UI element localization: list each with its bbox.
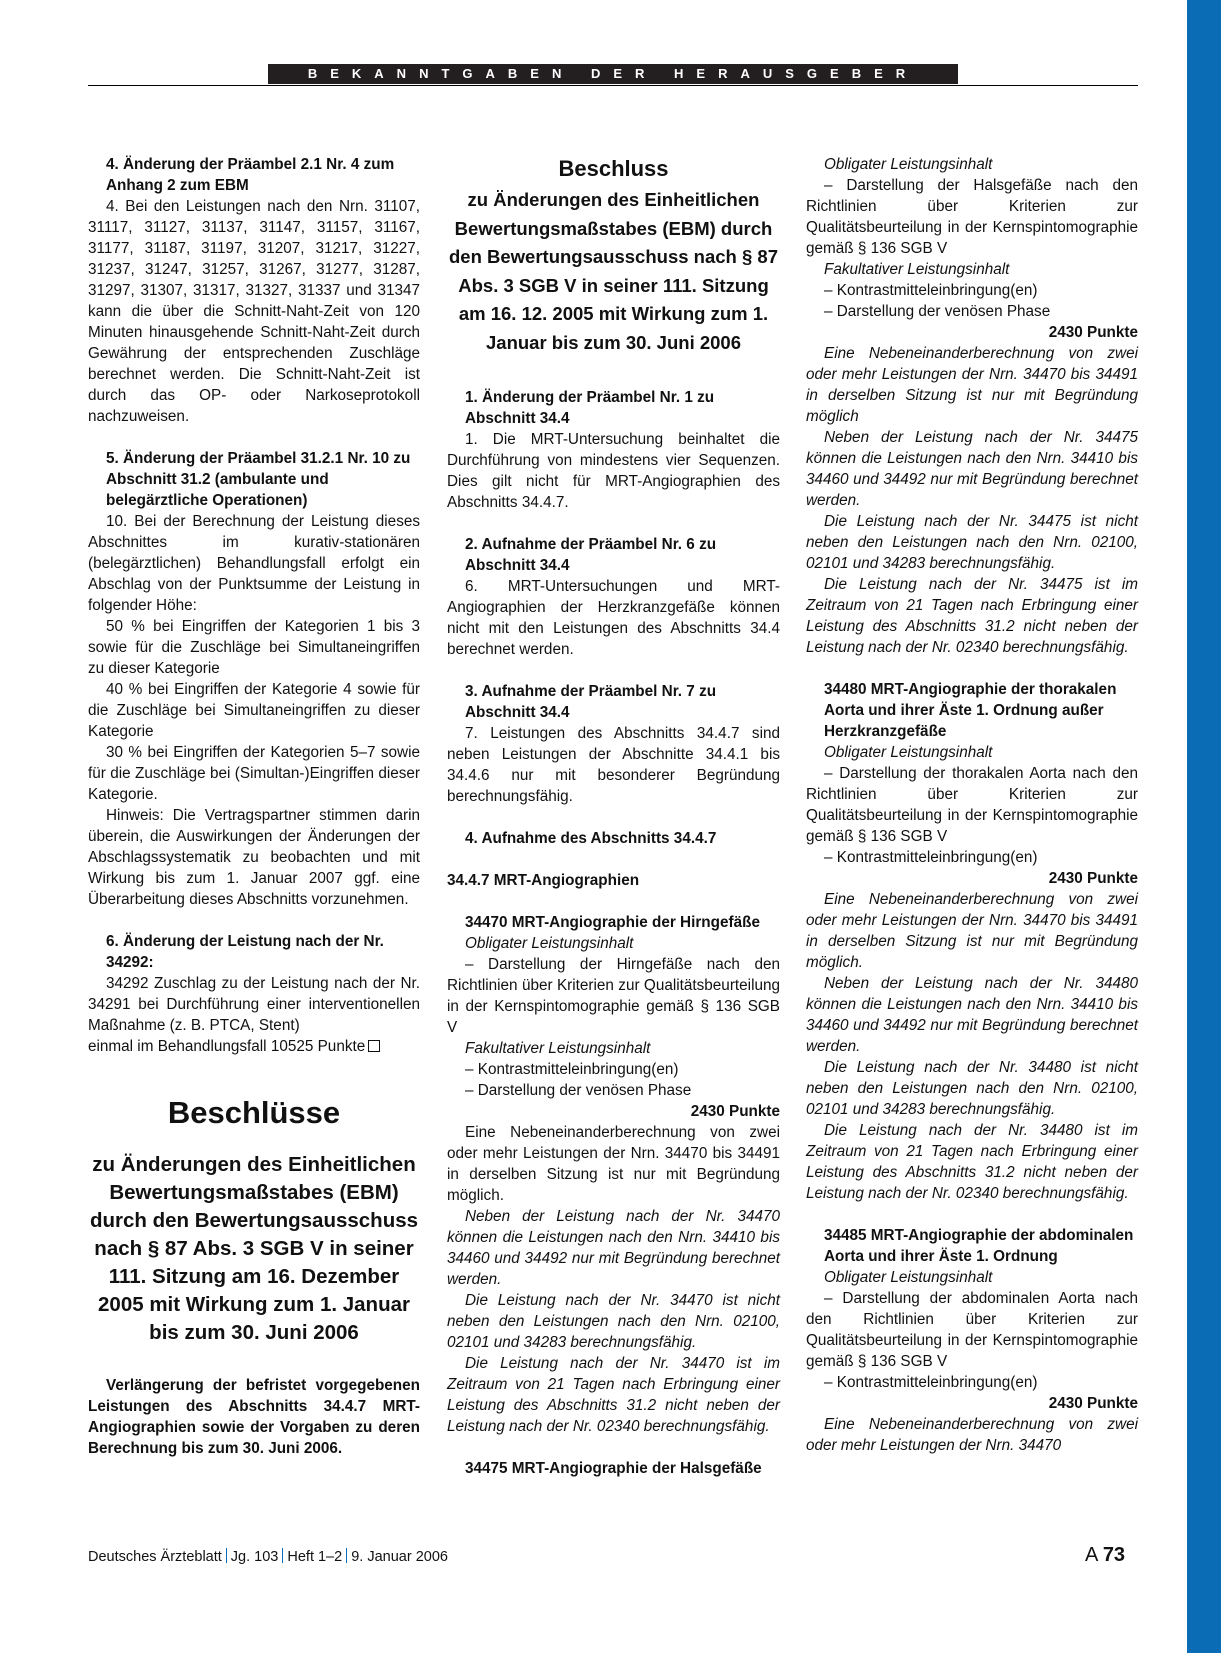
paragraph: – Kontrastmitteleinbringung(en) [824,282,1038,299]
big-subtitle: zu Änderungen des Einheitlichen Bewertungsmaßstabes (EBM) durch den Bewertungsausschuss nach § 87 Abs. 3 SGB V in seiner 111. Sitzung am 16. Dezember 2005 mit Wirkung zum 1. Januar bis zum 30. Juni 2006 [89,1153,419,1344]
label: Obligater Leistungsinhalt [824,744,993,761]
section-heading: 6. Änderung der Leistung nach der Nr. 34292: [106,933,384,971]
paragraph: Neben der Leistung nach der Nr. 34470 können die Leistungen nach den Nrn. 34410 bis 34460 und 34492 nur mit Begründung berechnet werden. [447,1208,780,1288]
decision-title: Beschluss [558,156,669,181]
column-3 [806,154,1138,1456]
big-title: Beschlüsse [167,1095,341,1130]
footer-separator [282,1548,283,1563]
label: Obligater Leistungsinhalt [465,935,634,952]
section-heading: 3. Aufnahme der Präambel Nr. 7 zu Abschnitt 34.4 [465,683,717,721]
issue-date: 9. Januar 2006 [351,1549,448,1565]
paragraph: 34292 Zuschlag zu der Leistung nach der Nr. 34291 bei Durchführung einer interventionellen Maßnahme (z. B. PTCA, Stent) [88,975,420,1034]
paragraph: 4. Bei den Leistungen nach den Nrn. 31107, 31117, 31127, 31137, 31147, 31157, 31167, 31177, 31187, 31197, 31207, 31217, 31227, 31237, 31247, 31257, 31267, 31277, 31287, 31297, 31307, 31317, 31327, 31337 und 31347 kann die über die Schnitt-Naht-Zeit von 120 Minuten hinausgehende Schnitt-Naht-Zeit durch Gewährung der entsprechenden Zuschläge berechnet werden. Die Schnitt-Naht-Zeit ist durch das OP- oder Narkoseprotokoll nachzuweisen. [88,198,420,425]
section-heading: 4. Änderung der Präambel 2.1 Nr. 4 zum Anhang 2 zum EBM [106,156,395,194]
paragraph: 1. Die MRT-Untersuchung beinhaltet die Durchführung von mindestens vier Sequenzen. Dies gilt nicht für MRT-Angiographien des Abschnitts 34.4.7. [447,431,780,511]
section-heading: 1. Änderung der Präambel Nr. 1 zu Abschnitt 34.4 [465,389,715,427]
bold-paragraph: Verlängerung der befristet vorgegebenen Leistungen des Abschnitts 34.4.7 MRT-Angiographien sowie der Vorgaben zu deren Berechnung bis zum 30. Juni 2006. [88,1377,420,1457]
decision-subtitle: zu Änderungen des Einheitlichen Bewertungsmaßstabes (EBM) durch den Bewertungsausschuss nach § 87 Abs. 3 SGB V in seiner 111. Sitzung am 16. 12. 2005 mit Wirkung zum 1. Januar bis zum 30. Juni 2006 [448,189,778,353]
footer-separator [226,1548,227,1563]
page-number: A 73 [1085,1544,1126,1566]
paragraph: Die Leistung nach der Nr. 34470 ist im Zeitraum von 21 Tagen nach Erbringung einer Leistung des Abschnitts 31.2 nicht neben der Leistung nach der Nr. 02340 berechnungsfähig. [447,1355,780,1435]
paragraph: Die Leistung nach der Nr. 34475 ist nicht neben den Leistungen nach den Nrn. 02100, 02101 und 34283 berechnungsfähig. [806,513,1138,572]
section-heading: 4. Aufnahme des Abschnitts 34.4.7 [465,830,717,847]
paragraph: Die Leistung nach der Nr. 34480 ist nicht neben den Leistungen nach den Nrn. 02100, 02101 und 34283 berechnungsfähig. [806,1059,1138,1118]
paragraph: – Kontrastmitteleinbringung(en) [824,1374,1038,1391]
paragraph: 40 % bei Eingriffen der Kategorie 4 sowie für die Zuschläge bei Simultaneingriffen zu dieser Kategorie [88,681,420,740]
footer-separator [346,1548,347,1563]
header-rule [88,85,1138,86]
paragraph: – Darstellung der abdominalen Aorta nach den Richtlinien über Kriterien zur Qualitätsbeurteilung in der Kernspintomographie gemäß § 136 SGB V [806,1290,1138,1370]
paragraph: Hinweis: Die Vertragspartner stimmen darin überein, die Auswirkungen der Änderungen der Abschlagssystematik zu beobachten und mit Wirkung bis zum 1. Januar 2007 ggf. eine Überarbeitung dieses Abschnitts vorzunehmen. [88,807,420,908]
journal-volume: Jg. 103 [230,1549,279,1565]
paragraph: 30 % bei Eingriffen der Kategorien 5–7 sowie für die Zuschläge bei (Simultan-)Eingriffen dieser Kategorie. [88,744,420,803]
paragraph: Eine Nebeneinanderberechnung von zwei oder mehr Leistungen der Nrn. 34470 [806,1416,1138,1454]
column-2 [447,154,780,1479]
section-heading: 2. Aufnahme der Präambel Nr. 6 zu Abschnitt 34.4 [465,536,717,574]
paragraph: 10. Bei der Berechnung der Leistung dieses Abschnittes im kurativ-stationären (belegärztlichen) Behandlungsfall erfolgt ein Abschlag von der Punktsumme der Leistung in folgender Höhe: [88,513,420,614]
paragraph: – Darstellung der venösen Phase [824,303,1051,320]
end-mark-icon [368,1040,380,1052]
paragraph: Die Leistung nach der Nr. 34480 ist im Zeitraum von 21 Tagen nach Erbringung einer Leistung des Abschnitts 31.2 nicht neben der Leistung nach der Nr. 02340 berechnungsfähig. [806,1122,1138,1202]
points-value: 2430 Punkte [1048,1395,1138,1412]
paragraph: – Kontrastmitteleinbringung(en) [824,849,1038,866]
points-value: 2430 Punkte [690,1103,780,1120]
gop-heading: 34480 MRT-Angiographie der thorakalen Aorta und ihrer Äste 1. Ordnung außer Herzkranzgefäße [824,681,1117,740]
gop-heading: 34470 MRT-Angiographie der Hirngefäße [465,914,760,931]
gop-heading: 34485 MRT-Angiographie der abdominalen Aorta und ihrer Äste 1. Ordnung [824,1227,1134,1265]
section-header: BEKANNTGABEN DER HERAUSGEBER [268,64,958,84]
paragraph: 7. Leistungen des Abschnitts 34.4.7 sind neben Leistungen der Abschnitte 34.4.1 bis 34.4.6 nur mit besonderer Begründung berechnungsfähig. [447,725,780,805]
paragraph: – Darstellung der venösen Phase [465,1082,692,1099]
paragraph: – Darstellung der Halsgefäße nach den Richtlinien über Kriterien zur Qualitätsbeurteilung in der Kernspintomographie gemäß § 136 SGB V [806,177,1138,257]
paragraph: 6. MRT-Untersuchungen und MRT-Angiographien der Herzkranzgefäße können nicht mit den Leistungen des Abschnitts 34.4 berechnet werden. [447,578,780,658]
paragraph: Die Leistung nach der Nr. 34470 ist nicht neben den Leistungen nach den Nrn. 02100, 02101 und 34283 berechnungsfähig. [447,1292,780,1351]
label: Fakultativer Leistungsinhalt [824,261,1010,278]
paragraph: Neben der Leistung nach der Nr. 34475 können die Leistungen nach den Nrn. 34410 bis 34460 und 34492 nur mit Begründung berechnet werden. [806,429,1138,509]
paragraph: Eine Nebeneinanderberechnung von zwei oder mehr Leistungen der Nrn. 34470 bis 34491 in derselben Sitzung ist nur mit Begründung möglich. [447,1124,780,1204]
journal-name: Deutsches Ärzteblatt [88,1549,222,1565]
paragraph: Neben der Leistung nach der Nr. 34480 können die Leistungen nach den Nrn. 34410 bis 34460 und 34492 nur mit Begründung berechnet werden. [806,975,1138,1055]
section-heading: 5. Änderung der Präambel 31.2.1 Nr. 10 zu Abschnitt 31.2 (ambulante und belegärztliche Operationen) [106,450,411,509]
column-1 [88,154,420,1459]
color-sidebar-stripe [1187,0,1221,1653]
label: Obligater Leistungsinhalt [824,1269,993,1286]
label: Obligater Leistungsinhalt [824,156,993,173]
paragraph: Die Leistung nach der Nr. 34475 ist im Zeitraum von 21 Tagen nach Erbringung einer Leistung des Abschnitts 31.2 nicht neben der Leistung nach der Nr. 02340 berechnungsfähig. [806,576,1138,656]
paragraph: Eine Nebeneinanderberechnung von zwei oder mehr Leistungen der Nrn. 34470 bis 34491 in derselben Sitzung ist nur mit Begründung möglich [806,345,1138,425]
section-heading: 34.4.7 MRT-Angiographien [447,872,640,889]
paragraph: Eine Nebeneinanderberechnung von zwei oder mehr Leistungen der Nrn. 34470 bis 34491 in derselben Sitzung ist nur mit Begründung möglich. [806,891,1138,971]
paragraph: – Darstellung der Hirngefäße nach den Richtlinien über Kriterien zur Qualitätsbeurteilung in der Kernspintomographie gemäß § 136 SGB V [447,956,780,1036]
journal-issue: Heft 1–2 [287,1549,343,1565]
footer [88,1548,448,1566]
points-value: 2430 Punkte [1048,324,1138,341]
paragraph: 50 % bei Eingriffen der Kategorien 1 bis 3 sowie für die Zuschläge bei Simultaneingriffen zu dieser Kategorie [88,618,420,677]
label: Fakultativer Leistungsinhalt [465,1040,651,1057]
paragraph: – Darstellung der thorakalen Aorta nach den Richtlinien über Kriterien zur Qualitätsbeurteilung in der Kernspintomographie gemäß § 136 SGB V [806,765,1138,845]
points-value: 2430 Punkte [1048,870,1138,887]
paragraph: – Kontrastmitteleinbringung(en) [465,1061,679,1078]
points-line: einmal im Behandlungsfall 10525 Punkte [88,1036,420,1057]
gop-heading: 34475 MRT-Angiographie der Halsgefäße [465,1460,762,1477]
